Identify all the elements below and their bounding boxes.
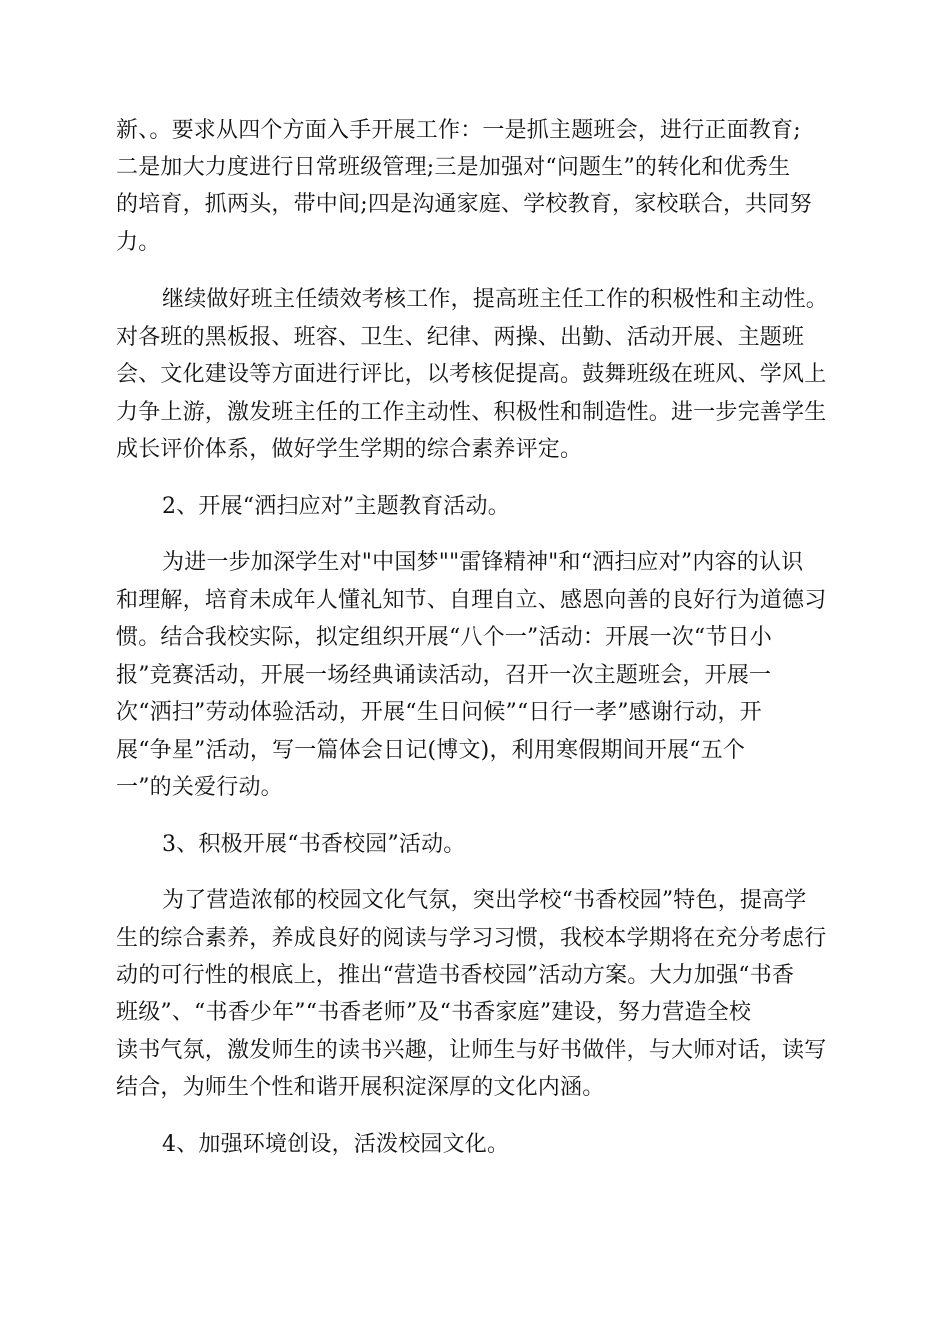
text-line: 新、。要求从四个方面入手开展工作：一是抓主题班会，进行正面教育; <box>116 118 801 143</box>
text-line: 惯。结合我校实际，拟定组织开展“八个一”活动：开展一次“节日小 <box>116 625 772 650</box>
text-line: 结合，为师生个性和谐开展积淀深厚的文化内涵。 <box>116 1075 605 1100</box>
section-heading-2: 2、开展“洒扫应对”主题教育活动。 <box>162 494 510 519</box>
text-line: 一”的关爱行动。 <box>116 775 283 800</box>
text-line: 为了营造浓郁的校园文化气氛，突出学校“书香校园”特色，提高学 <box>162 888 807 913</box>
text-line: 生的综合素养，养成良好的阅读与学习习惯，我校本学期将在充分考虑行 <box>116 926 827 951</box>
text-line: 读书气氛，激发师生的读书兴趣，让师生与好书做伴，与大师对话，读写 <box>116 1038 827 1063</box>
text-line: 报”竞赛活动，开展一场经典诵读活动，召开一次主题班会，开展一 <box>116 663 772 688</box>
text-line: 和理解，培育未成年人懂礼知节、自理自立、感恩向善的良好行为道德习 <box>116 588 827 613</box>
text-line: 继续做好班主任绩效考核工作，提高班主任工作的积极性和主动性。 <box>162 287 829 312</box>
text-line: 二是加大力度进行日常班级管理;三是加强对“问题生”的转化和优秀生 <box>116 155 791 180</box>
text-line: 展“争星”活动，写一篇体会日记(博文)，利用寒假期间开展“五个 <box>116 738 746 763</box>
text-line: 动的可行性的根底上，推出“营造书香校园”活动方案。大力加强“书香 <box>116 963 795 988</box>
text-line: 力。 <box>116 230 161 255</box>
text-line: 成长评价体系，做好学生学期的综合素养评定。 <box>116 437 583 462</box>
text-line: 力争上游，激发班主任的工作主动性、积极性和制造性。进一步完善学生 <box>116 400 827 425</box>
text-line: 会、文化建设等方面进行评比，以考核促提高。鼓舞班级在班风、学风上 <box>116 362 827 387</box>
text-line: 班级”、“书香少年”“书香老师”及“书香家庭”建设，努力营造全校 <box>116 1000 752 1025</box>
text-line: 为进一步加深学生对"中国梦""雷锋精神"和“洒扫应对”内容的认识 <box>162 550 804 575</box>
section-heading-4: 4、加强环境创设，活泼校园文化。 <box>162 1132 510 1157</box>
section-heading-3: 3、积极开展“书香校园”活动。 <box>162 832 466 857</box>
text-line: 对各班的黑板报、班容、卫生、纪律、两操、出勤、活动开展、主题班 <box>116 325 805 350</box>
text-line: 的培育，抓两头，带中间;四是沟通家庭、学校教育，家校联合，共同努 <box>116 192 812 217</box>
text-line: 次“洒扫”劳动体验活动，开展“生日问候”“日行一孝”感谢行动，开 <box>116 700 762 725</box>
